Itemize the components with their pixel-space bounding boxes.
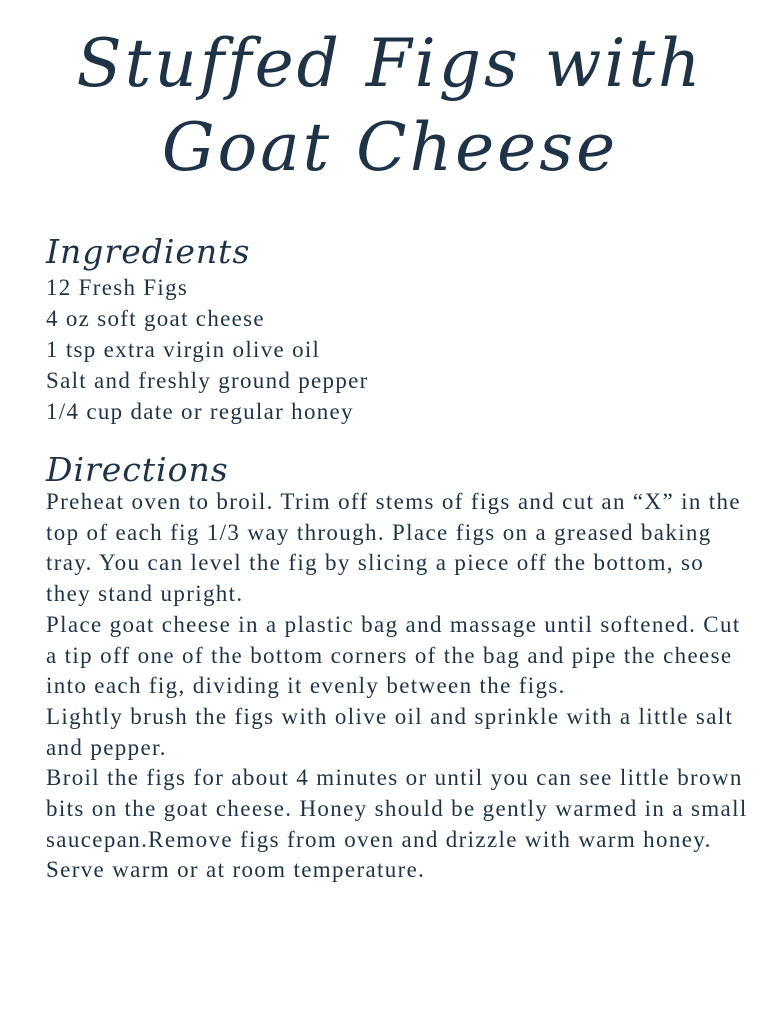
ingredient-item: 1/4 cup date or regular honey — [46, 399, 354, 424]
ingredients-list — [46, 272, 369, 427]
recipe-title-line-1: Stuffed Figs with — [76, 25, 704, 102]
ingredient-item: 4 oz soft goat cheese — [46, 306, 265, 331]
direction-step: Lightly brush the figs with olive oil and sprinkle with a little salt and pepper. — [46, 703, 734, 760]
recipe-title — [0, 22, 780, 190]
ingredients-heading: Ingredients — [46, 232, 251, 271]
ingredient-item: Salt and freshly ground pepper — [46, 368, 369, 393]
directions-heading: Directions — [46, 450, 229, 489]
direction-step: Broil the figs for about 4 minutes or until you can see little brown bits on the goat cheese. Honey should be gently warmed in a small saucepan.Remove figs from oven and drizzle with warm honey. Serve warm or at room temperature. — [46, 765, 748, 883]
recipe-title-line-2: Goat Cheese — [161, 109, 619, 186]
ingredient-item: 12 Fresh Figs — [46, 275, 189, 300]
direction-step: Preheat oven to broil. Trim off stems of figs and cut an “X” in the top of each fig 1/3 way through. Place figs on a greased baking tray. You can level the fig by slicing a piece off the bottom, so they stand upright. — [46, 489, 741, 607]
ingredient-item: 1 tsp extra virgin olive oil — [46, 337, 321, 362]
directions-body — [46, 487, 756, 886]
direction-step: Place goat cheese in a plastic bag and massage until softened. Cut a tip off one of the bottom corners of the bag and pipe the cheese into each fig, dividing it evenly between the figs. — [46, 611, 741, 699]
